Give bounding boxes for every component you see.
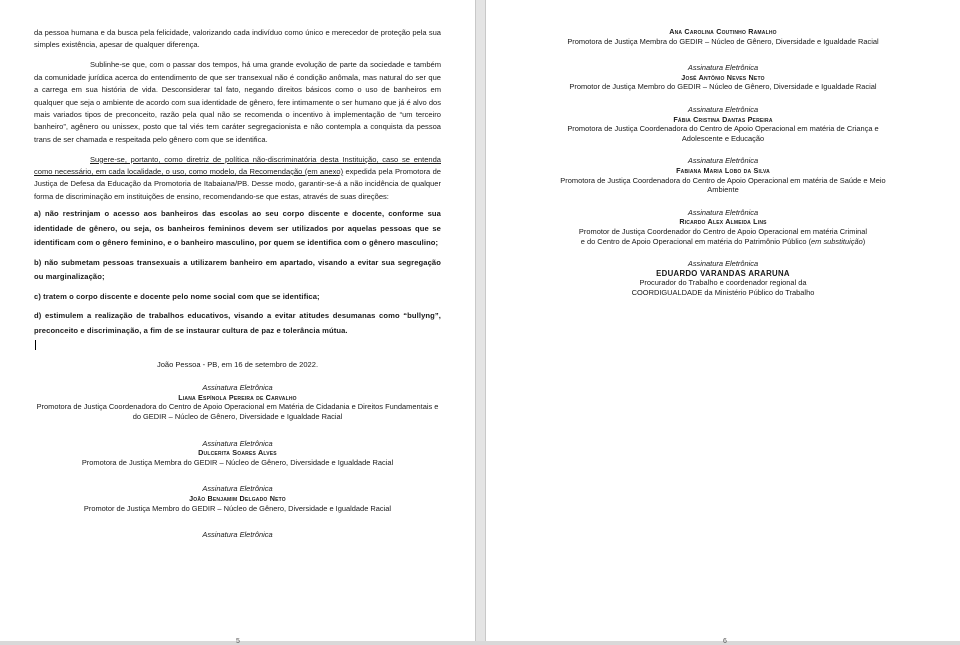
signature-block (510, 105, 936, 143)
signature-block (510, 63, 936, 92)
signatory-name: Dulcerita Soares Alves (198, 448, 277, 458)
signatory-role: Promotor de Justiça Coordenador do Centro de Apoio Operacional em matéria Criminal (578, 226, 868, 236)
document-date: João Pessoa - PB, em 16 de setembro de 2022. (156, 360, 319, 370)
signatory-name: Fabiana Maria Lobo da Silva (676, 165, 770, 175)
page-number: 6 (723, 638, 727, 645)
signature-label: Assinatura Eletrônica (687, 63, 759, 73)
paragraph-dignity: da pessoa humana e da busca pela felicidade, valorizando cada indivíduo como único e merecedor de proteção pela sua simples existência, apesar de qualquer diferença. (34, 28, 441, 50)
signature-block (510, 156, 936, 194)
signatory-name: Liana Espínola Pereira de Carvalho (178, 392, 297, 402)
document-page-right (486, 0, 960, 645)
signatory-name: Ana Carolina Coutinho Ramalho (669, 27, 777, 36)
signature-block (510, 27, 936, 46)
signature-label: Assinatura Eletrônica (202, 530, 273, 540)
item-b: b) não submetam pessoas transexuais a utilizarem banheiro em apartado, visando a evitar sua segregação ou marginalização; (34, 257, 441, 282)
signature-label: Assinatura Eletrônica (202, 484, 273, 494)
text-cursor (35, 340, 36, 350)
signatory-role: Promotora de Justiça Coordenadora do Centro de Apoio Operacional em Matéria de Cidadania e Direitos Fundamentais e do GEDIR – Núcleo de Gênero, Diversidade e Igualdade Racial (36, 402, 439, 422)
signatory-role: Promotora de Justiça Membra do GEDIR – Núcleo de Gênero, Diversidade e Igualdade Racial (567, 36, 879, 46)
underlined-guideline: Sugere-se, portanto, como diretriz de política não-discriminatória desta Instituição, caso se entenda como necessário, em cada localidade, o uso, como modelo, da Recomendação (em anexo) (34, 154, 441, 177)
paragraph-recommendation (34, 154, 441, 204)
signature-block (510, 259, 936, 297)
signature-label: Assinatura Eletrônica (202, 383, 273, 393)
signature-block (510, 208, 936, 246)
signatory-role: Promotora de Justiça Coordenadora do Centro de Apoio Operacional em matéria de Saúde e Meio Ambiente (560, 175, 886, 195)
page-number: 5 (236, 638, 240, 645)
signatory-role: Promotor de Justiça Membro do GEDIR – Núcleo de Gênero, Diversidade e Igualdade Racial (569, 82, 877, 92)
role-close: ) (862, 236, 866, 246)
signatory-role: Promotor de Justiça Membro do GEDIR – Núcleo de Gênero, Diversidade e Igualdade Racial (83, 503, 392, 513)
signatory-name: João Benjamim Delgado Neto (189, 494, 286, 504)
page-gutter (475, 0, 486, 641)
signature-label: Assinatura Eletrônica (202, 438, 273, 448)
signatory-name: José Antônio Neves Neto (681, 72, 765, 82)
signature-block (34, 530, 441, 540)
signature-label: Assinatura Eletrônica (687, 207, 759, 217)
item-a: a) não restrinjam o acesso aos banheiros das escolas ao seu corpo discente e docente, conforme sua identidade de gênero, ou seja, os banheiros femininos devem ser utilizados por aquelas pessoas que se identificam com o gênero feminino, e o banheiro masculino, por quem se identifica com o gênero masculino; (34, 209, 441, 248)
signatory-name: Fábia Cristina Dantas Pereira (673, 114, 773, 124)
signatory-role: Promotora de Justiça Coordenadora do Centro de Apoio Operacional em matéria de Criança e Adolescente e Educação (567, 124, 879, 143)
signature-block (34, 383, 441, 421)
signatory-name: Ricardo Alex Almeida Lins (679, 217, 767, 227)
role-text: e do Centro de Apoio Operacional em matéria do Patrimônio Público ( (580, 236, 812, 246)
signatory-name: EDUARDO VARANDAS ARARUNA (656, 268, 790, 278)
role-italic: em substituição (811, 236, 863, 246)
paragraph-evolution: Sublinhe-se que, com o passar dos tempos, há uma grande evolução de parte da sociedade e também da comunidade jurídica acerca do entendimento de que ser transexual não é condição anômala, mas natural do ser que a carrega em sua história de vida. Desconsiderar tal fato, negando direitos básicos como o uso de banheiros em qualquer que seja o ambiente de acordo com sua identidade de gênero, fere intimamente o ser humano que já é alvo dos mais variados tipos de preconceito, razão pela qual não se recomenda o incentivo à implementação de “um terceiro banheiro”, agênero ou unissex, posto que tal viés tem caráter segregacionista e não contempla a conquista da pessoa trans de ser chamada e respeitada pelo gênero com que se identifica. (34, 60, 441, 144)
signatory-role: Promotora de Justiça Membra do GEDIR – Núcleo de Gênero, Diversidade e Igualdade Racial (81, 457, 394, 467)
signature-block (34, 484, 441, 513)
document-page-left (0, 0, 475, 645)
signature-block (34, 439, 441, 468)
item-c: c) tratem o corpo discente e docente pelo nome social com que se identifica; (34, 291, 320, 301)
signature-label: Assinatura Eletrônica (687, 259, 759, 269)
recommendation-rest: expedida pela Promotora de Justiça de Defesa da Educação da Promotoria de Itabaiana/PB. Desse modo, garantir-se-á a não incidência de qualquer forma de discriminação em instituições de ensino, recomendando-se que estas, através de suas direções: (34, 167, 441, 201)
signature-label: Assinatura Eletrônica (687, 104, 759, 114)
signatory-role: Procurador do Trabalho e coordenador regional da COORDIGUALDADE da Ministério Público do Trabalho (631, 278, 815, 297)
item-d: d) estimulem a realização de trabalhos educativos, visando a evitar atitudes desumanas como “bullyng”, preconceito e discriminação, a fim de se instaurar cultura de paz e tolerância mútua. (34, 311, 441, 335)
signature-label: Assinatura Eletrônica (687, 156, 759, 166)
signatory-role-continued (510, 237, 936, 247)
